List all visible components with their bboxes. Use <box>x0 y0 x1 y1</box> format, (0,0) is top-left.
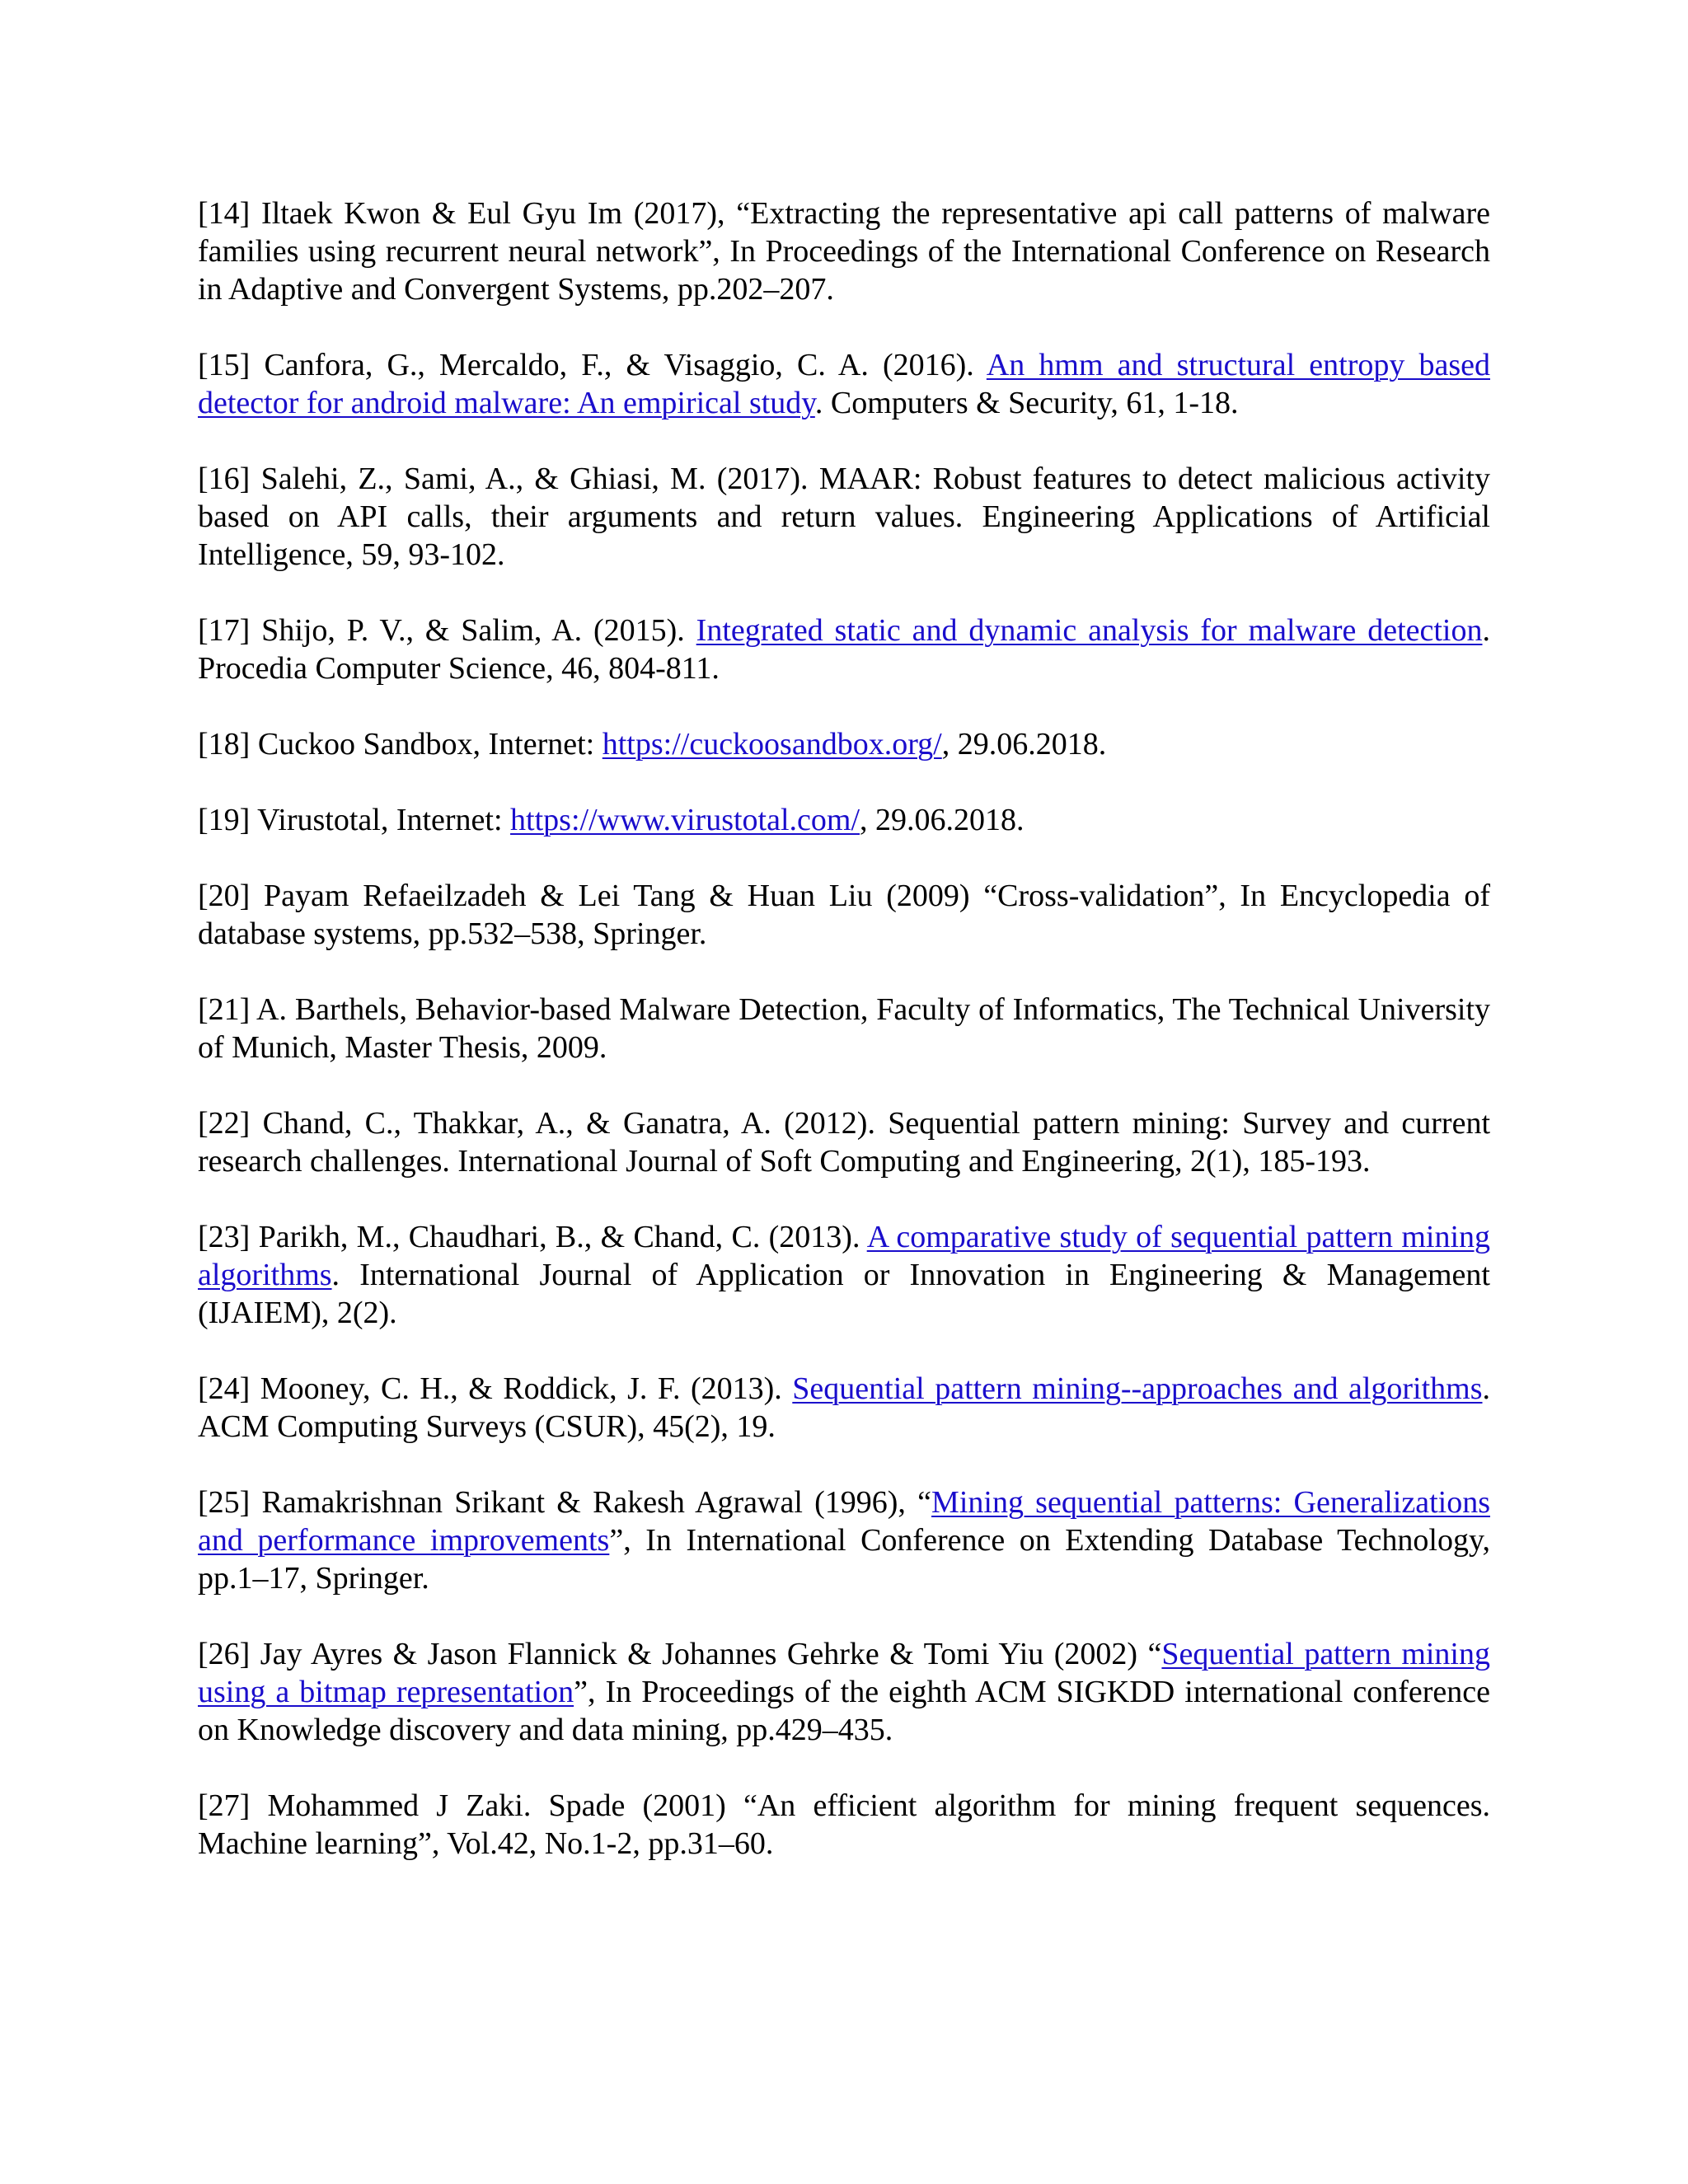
reference-link[interactable]: A comparative study of sequential pattern mining algorithms <box>198 1220 1490 1292</box>
reference-21 <box>198 991 1490 1066</box>
reference-17 <box>198 612 1490 687</box>
reference-number: [18] <box>198 727 251 762</box>
reference-text: A. Barthels, Behavior-based Malware Detection, Faculty of Informatics, The Technical University of Munich, Master Thesis, 2009. <box>198 992 1490 1065</box>
reference-text-tail: . Computers & Security, 61, 1-18. <box>814 386 1239 420</box>
reference-text: Jay Ayres & Jason Flannick & Johannes Gehrke & Tomi Yiu (2002) “ <box>250 1637 1162 1671</box>
reference-number: [22] <box>198 1106 251 1141</box>
reference-text-tail: . International Journal of Application or Innovation in Engineering & Management (IJAIEM), 2(2). <box>198 1258 1490 1330</box>
reference-number: [14] <box>198 196 251 231</box>
reference-link[interactable]: https://cuckoosandbox.org/ <box>602 727 942 762</box>
reference-text: Parikh, M., Chaudhari, B., & Chand, C. (2013). <box>250 1220 867 1254</box>
reference-19 <box>198 801 1490 839</box>
reference-list <box>198 194 1490 1900</box>
reference-text: Salehi, Z., Sami, A., & Ghiasi, M. (2017). MAAR: Robust features to detect malicious activity based on API calls, their arguments and return values. Engineering Applications of Artificial Intelligence, 59, 93-102. <box>198 462 1490 572</box>
reference-link[interactable]: Integrated static and dynamic analysis for malware detection <box>696 613 1483 648</box>
reference-text: Canfora, G., Mercaldo, F., & Visaggio, C. A. (2016). <box>250 348 987 382</box>
reference-number: [24] <box>198 1371 251 1406</box>
reference-27 <box>198 1787 1490 1863</box>
reference-14 <box>198 194 1490 308</box>
reference-22 <box>198 1104 1490 1180</box>
reference-link[interactable]: An hmm and structural entropy based detector for android malware: An empirical study <box>198 348 1490 420</box>
reference-text: Chand, C., Thakkar, A., & Ganatra, A. (2012). Sequential pattern mining: Survey and current research challenges. International Journal of Soft Computing and Engineering, 2(1), 185-193. <box>198 1106 1490 1179</box>
reference-number: [27] <box>198 1788 251 1823</box>
reference-24 <box>198 1370 1490 1446</box>
reference-text: Payam Refaeilzadeh & Lei Tang & Huan Liu (2009) “Cross-validation”, In Encyclopedia of database systems, pp.532–538, Springer. <box>198 879 1490 951</box>
reference-text: Iltaek Kwon & Eul Gyu Im (2017), “Extracting the representative api call patterns of malware families using recurrent neural network”, In Proceedings of the International Conference on Research in Adaptive and Convergent Systems, pp.202–207. <box>198 196 1490 307</box>
reference-text-tail: , 29.06.2018. <box>941 727 1107 762</box>
reference-text-tail: ”, In International Conference on Extending Database Technology, pp.1–17, Springer. <box>198 1523 1490 1596</box>
reference-number: [16] <box>198 462 251 496</box>
reference-text: Shijo, P. V., & Salim, A. (2015). <box>250 613 696 648</box>
reference-text: Mooney, C. H., & Roddick, J. F. (2013). <box>250 1371 793 1406</box>
reference-link[interactable]: https://www.virustotal.com/ <box>510 803 860 837</box>
reference-text-tail: ”, In Proceedings of the eighth ACM SIGKDD international conference on Knowledge discovery and data mining, pp.429–435. <box>198 1675 1490 1747</box>
reference-number: [26] <box>198 1637 251 1671</box>
reference-number: [23] <box>198 1220 251 1254</box>
reference-number: [15] <box>198 348 251 382</box>
reference-link[interactable]: Mining sequential patterns: Generalizations and performance improvements <box>198 1485 1490 1558</box>
reference-text-tail: . Procedia Computer Science, 46, 804-811. <box>198 613 1490 686</box>
reference-text: Ramakrishnan Srikant & Rakesh Agrawal (1996), “ <box>250 1485 932 1520</box>
reference-number: [19] <box>198 803 251 837</box>
reference-16 <box>198 460 1490 574</box>
reference-text: Virustotal, Internet: <box>250 803 511 837</box>
reference-text-tail: , 29.06.2018. <box>860 803 1025 837</box>
reference-text: Mohammed J Zaki. Spade (2001) “An efficient algorithm for mining frequent sequences. Machine learning”, Vol.42, No.1-2, pp.31–60. <box>198 1788 1490 1861</box>
reference-23 <box>198 1218 1490 1332</box>
reference-number: [25] <box>198 1485 251 1520</box>
reference-26 <box>198 1635 1490 1749</box>
reference-number: [20] <box>198 879 251 913</box>
reference-number: [21] <box>198 992 251 1027</box>
reference-link[interactable]: Sequential pattern mining--approaches and algorithms <box>792 1371 1483 1406</box>
reference-20 <box>198 877 1490 953</box>
reference-text: Cuckoo Sandbox, Internet: <box>250 727 603 762</box>
reference-18 <box>198 725 1490 763</box>
reference-15 <box>198 346 1490 422</box>
reference-link[interactable]: Sequential pattern mining using a bitmap representation <box>198 1637 1490 1709</box>
reference-25 <box>198 1483 1490 1597</box>
reference-text-tail: . ACM Computing Surveys (CSUR), 45(2), 19. <box>198 1371 1490 1444</box>
reference-number: [17] <box>198 613 251 648</box>
